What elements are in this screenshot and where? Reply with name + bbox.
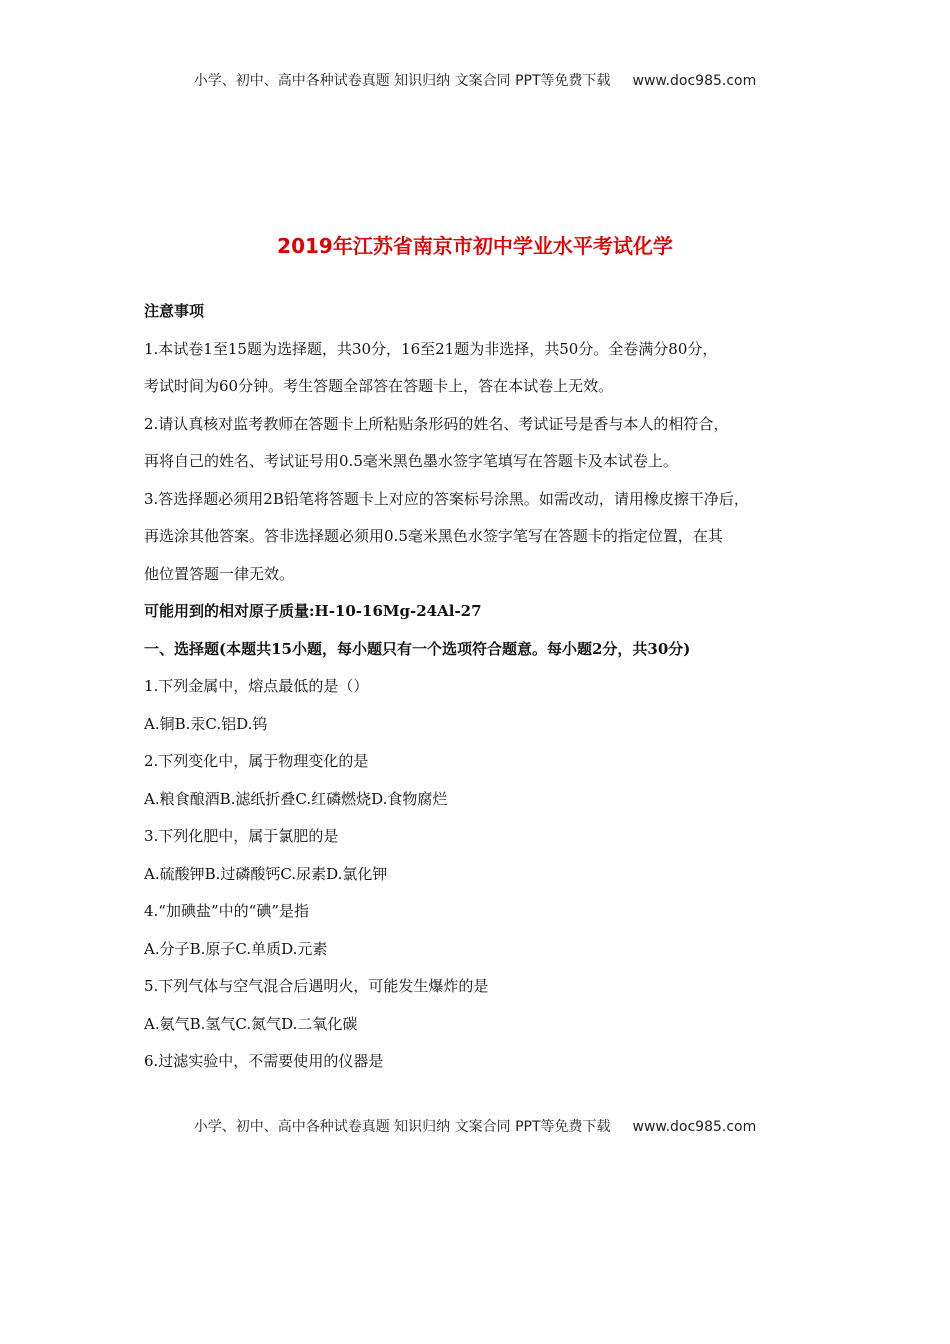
question-line: 1.下列金属中，熔点最低的是（） bbox=[144, 677, 369, 695]
notice-line: 2.请认真核对监考教师在答题卡上所粘贴条形码的姓名、考试证号是香与本人的相符合， bbox=[144, 414, 729, 433]
footer-site-link[interactable]: www.doc985.com bbox=[632, 1119, 757, 1135]
page-header bbox=[0, 70, 950, 90]
option-line: A.硫酸钾B.过磷酸钙C.尿素D.氯化钾 bbox=[144, 864, 388, 883]
notice-line: 再选涂其他答案。答非选择题必须用0.5毫米黑色水签字笔写在答题卡的指定位置，在其 bbox=[144, 527, 723, 545]
notice-line: 3.答选择题必须用2B铅笔将答题卡上对应的答案标号涂黑。如需改动，请用橡皮擦干净后， bbox=[144, 489, 749, 508]
option-line: A.铜B.汞C.铝D.钨 bbox=[144, 714, 268, 733]
section-heading: 一、选择题(本题共15小题，每小题只有一个选项符合题意。每小题2分，共30分) bbox=[144, 639, 691, 658]
header-site-link[interactable]: www.doc985.com bbox=[632, 73, 757, 89]
option-line: A.粮食酿酒B.滤纸折叠C.红磷燃烧D.食物腐烂 bbox=[144, 789, 448, 808]
question-line: 2.下列变化中，属于物理变化的是 bbox=[144, 752, 369, 770]
option-line: A.分子B.原子C.单质D.元素 bbox=[144, 939, 328, 958]
notice-line: 考试时间为60分钟。考生答题全部答在答题卡上，答在本试卷上无效。 bbox=[144, 377, 614, 395]
page-footer bbox=[0, 1116, 950, 1136]
document-body bbox=[144, 298, 814, 1086]
question-line: 4.“加碘盐”中的“碘”是指 bbox=[144, 902, 309, 920]
option-line: A.氨气B.氢气C.氮气D.二氧化碳 bbox=[144, 1014, 358, 1033]
header-text: 小学、初中、高中各种试卷真题 知识归纳 文案合同 PPT等免费下载 bbox=[193, 73, 611, 89]
notice-line: 他位置答题一律无效。 bbox=[144, 564, 295, 583]
notice-line: 1.本试卷1至15题为选择题，共30分，16至21题为非选择，共50分。全卷满分80分， bbox=[144, 339, 718, 358]
question-line: 3.下列化肥中，属于氯肥的是 bbox=[144, 827, 339, 845]
notice-heading: 注意事项 bbox=[144, 302, 205, 320]
question-line: 5.下列气体与空气混合后遇明火，可能发生爆炸的是 bbox=[144, 977, 489, 995]
atomic-mass-line: 可能用到的相对原子质量:H-10-16Mg-24Al-27 bbox=[144, 602, 482, 620]
notice-line: 再将自己的姓名、考试证号用0.5毫米黑色墨水签字笔填写在答题卡及本试卷上。 bbox=[144, 452, 678, 470]
question-line: 6.过滤实验中，不需要使用的仪器是 bbox=[144, 1052, 384, 1070]
exam-title: 2019年江苏省南京市初中学业水平考试化学 bbox=[277, 234, 673, 258]
footer-text: 小学、初中、高中各种试卷真题 知识归纳 文案合同 PPT等免费下载 bbox=[193, 1119, 611, 1135]
